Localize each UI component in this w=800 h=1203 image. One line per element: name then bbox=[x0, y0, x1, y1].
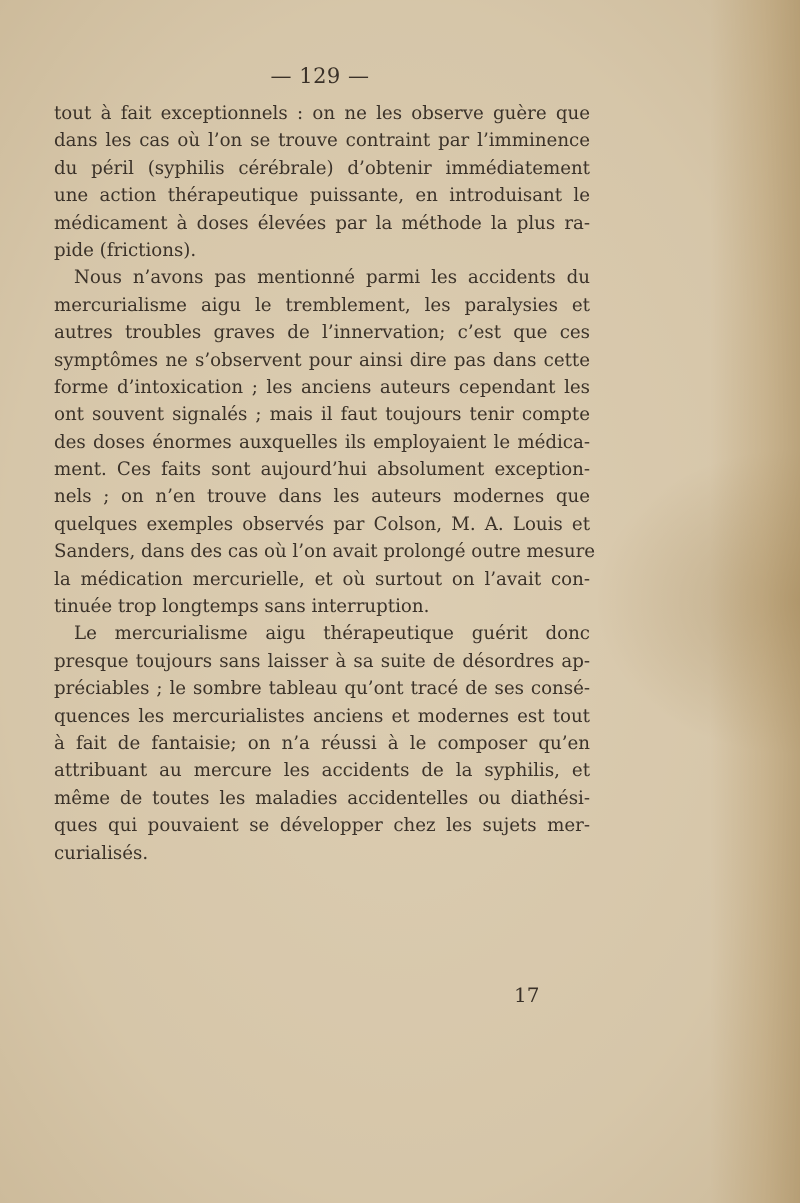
body-text bbox=[54, 100, 596, 867]
text-line: forme d’intoxication ; les anciens auteurs cependant les bbox=[54, 376, 590, 398]
text-line: dans les cas où l’on se trouve contraint par l’imminence bbox=[54, 130, 590, 152]
text-line: quences les mercurialistes anciens et modernes est tout bbox=[54, 705, 590, 727]
page-number: — 129 — bbox=[270, 64, 370, 88]
text-line: Le mercurialisme aigu thérapeutique guérit donc bbox=[74, 623, 590, 645]
text-line: attribuant au mercure les accidents de la syphilis, et bbox=[54, 760, 590, 782]
text-line: une action thérapeutique puissante, en introduisant le bbox=[54, 185, 590, 207]
text-line: curialisés. bbox=[54, 842, 149, 864]
text-line: du péril (syphilis cérébrale) d’obtenir immédiatement bbox=[54, 157, 590, 179]
text-line: médicament à doses élevées par la méthode la plus ra- bbox=[54, 212, 590, 234]
text-line: mercurialisme aigu le tremblement, les paralysies et bbox=[54, 294, 590, 316]
text-line: même de toutes les maladies accidentelles ou diathési- bbox=[54, 787, 590, 809]
text-line: quelques exemples observés par Colson, M. A. Louis et bbox=[54, 513, 590, 535]
text-line: ques qui pouvaient se développer chez les sujets mer- bbox=[54, 815, 590, 837]
text-line: presque toujours sans laisser à sa suite de désordres ap- bbox=[54, 650, 590, 672]
text-line: tout à fait exceptionnels : on ne les observe guère que bbox=[54, 103, 590, 124]
text-line: Nous n’avons pas mentionné parmi les accidents du bbox=[74, 267, 590, 289]
page-edge-stain bbox=[710, 0, 800, 1203]
text-line: ment. Ces faits sont aujourd’hui absolument exception- bbox=[54, 459, 590, 481]
text-line: pide (frictions). bbox=[54, 239, 197, 261]
text-line: ont souvent signalés ; mais il faut toujours tenir compte bbox=[54, 404, 590, 426]
text-line: autres troubles graves de l’innervation; c’est que ces bbox=[54, 322, 590, 344]
text-line: symptômes ne s’observent pour ainsi dire pas dans cette bbox=[54, 349, 590, 371]
text-line: nels ; on n’en trouve dans les auteurs modernes que bbox=[54, 486, 590, 508]
text-line: Sanders, dans des cas où l’on avait prolongé outre mesure bbox=[54, 541, 596, 563]
text-line: la médication mercurielle, et où surtout on l’avait con- bbox=[54, 568, 590, 590]
text-line: tinuée trop longtemps sans interruption. bbox=[54, 596, 430, 618]
text-line: des doses énormes auxquelles ils employaient le médica- bbox=[54, 431, 590, 453]
signature-mark: 17 bbox=[514, 983, 540, 1007]
text-line: à fait de fantaisie; on n’a réussi à le composer qu’en bbox=[54, 732, 590, 754]
text-line: préciables ; le sombre tableau qu’ont tracé de ses consé- bbox=[54, 678, 590, 700]
